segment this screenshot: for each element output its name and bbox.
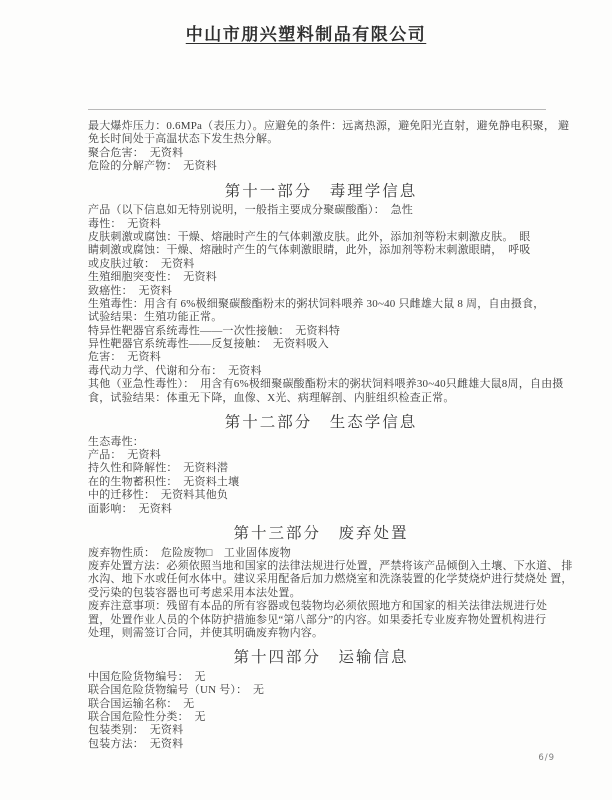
section-disposal xyxy=(88,524,573,640)
text-line: 受污染的包装容器也可考虑采用本法处置。 xyxy=(88,586,301,599)
text-line: 中的迁移性： 无资料其他负 xyxy=(88,489,229,502)
section-heading: 第十一部分 毒理学信息 xyxy=(224,182,418,200)
text-line: 联合国危险性分类： 无 xyxy=(88,711,206,724)
text-line: 产品： 无资料 xyxy=(88,449,161,461)
section-ecology xyxy=(88,414,554,516)
text-line: 睛刺激或腐蚀：干燥、熔融时产生的气体刺激眼睛，此外，添加剂等粉末刺激眼睛， 呼吸 xyxy=(88,244,531,257)
section-heading: 第十二部分 生态学信息 xyxy=(224,414,418,432)
text-line: 水沟、地下水或任何水体中。建议采用配备后加力燃烧室和洗涤装置的化学焚烧炉进行焚烧处 置， xyxy=(88,573,573,586)
text-line: 包装类别： 无资料 xyxy=(88,724,184,737)
text-line: 特异性靶器官系统毒性——一次性接触： 无资料特 xyxy=(88,324,341,337)
text-line: 联合国危险货物编号（UN 号）： 无 xyxy=(88,684,265,697)
text-line: 致癌性： 无资料 xyxy=(88,284,173,297)
text-line: 试验结果：生殖功能正常。 xyxy=(88,311,223,324)
text-line: 产品（以下信息如无特别说明，一般指主要成分聚碳酸酯）： 急性 xyxy=(88,204,413,217)
text-line: 或皮肤过敏： 无资料 xyxy=(88,257,195,270)
text-line: 持久性和降解性： 无资料潜 xyxy=(88,462,229,475)
text-line: 包装方法： 无资料 xyxy=(88,737,184,750)
text-line: 在的生物蓄积性： 无资料土壤 xyxy=(88,475,240,488)
section-heading: 第十三部分 废弃处置 xyxy=(233,524,409,542)
text-line: 面影响： 无资料 xyxy=(88,502,173,515)
text-line: 其他（亚急性毒性）： 用含有6%极细聚碳酸酯粉末的粥状饲料喂养30~40只雌雄大鼠8周，自由摄 xyxy=(88,378,564,391)
text-line: 废弃注意事项：残留有本品的所有容器或包装物均必须依照地方和国家的相关法律法规进行处 xyxy=(88,600,548,613)
section-transport xyxy=(88,649,554,751)
text-line: 生殖毒性：用含有 6%极细聚碳酸酯粉末的粥状饲料喂养 30~40 只雌雄大鼠 8 周，自由摄食， xyxy=(88,297,545,310)
section-heading: 第十四部分 运输信息 xyxy=(233,649,409,667)
intro-paragraph xyxy=(88,120,570,174)
text-line: 处理，则需签订合同，并使其明确废弃物内容。 xyxy=(88,626,324,639)
text-line: 中国危险货物编号： 无 xyxy=(88,670,206,683)
text-line: 废弃物性质： 危险废物□ 工业固体废物 xyxy=(88,546,291,559)
text-line: 置，处置作业人员的个体防护措施参见“第八部分”的内容。如果委托专业废弃物处置机构进行 xyxy=(88,613,547,626)
text-line: 危害： 无资料 xyxy=(88,351,161,364)
text-line: 联合国运输名称： 无 xyxy=(88,697,195,710)
page-number: 6/9 xyxy=(538,753,555,763)
text-line: 毒性： 无资料 xyxy=(88,217,161,230)
text-line: 皮肤刺激或腐蚀：干燥、熔融时产生的气体刺激皮肤。此外，添加剂等粉末刺激皮肤。 眼 xyxy=(88,230,531,243)
document-body xyxy=(88,120,573,751)
section-toxicology xyxy=(88,182,564,405)
header-divider xyxy=(88,109,546,110)
text-line: 生态毒性： xyxy=(88,435,144,448)
text-line: 毒代动力学、代谢和分布： 无资料 xyxy=(88,364,262,377)
text-line: 生殖细胞突变性： 无资料 xyxy=(88,271,217,284)
text-line: 免长时间处于高温状态下发生热分解。 xyxy=(88,133,279,146)
text-line: 危险的分解产物： 无资料 xyxy=(88,160,217,173)
company-title: 中山市朋兴塑料制品有限公司 xyxy=(185,25,427,44)
text-line: 废弃处置方法：必须依照当地和国家的法律法规进行处置，严禁将该产品倾倒入土壤、下水道、 排 xyxy=(88,559,573,572)
text-line: 食，试验结果：体重无下降，血像、X光、病理解剖、内脏组织检查正常。 xyxy=(88,391,455,404)
text-line: 异性靶器官系统毒性——反复接触： 无资料吸入 xyxy=(88,338,329,351)
text-line: 最大爆炸压力：0.6MPa（表压力）。应避免的条件：远离热源，避免阳光直射，避免静电积聚， 避 xyxy=(88,120,570,132)
text-line: 聚合危害： 无资料 xyxy=(88,146,184,159)
